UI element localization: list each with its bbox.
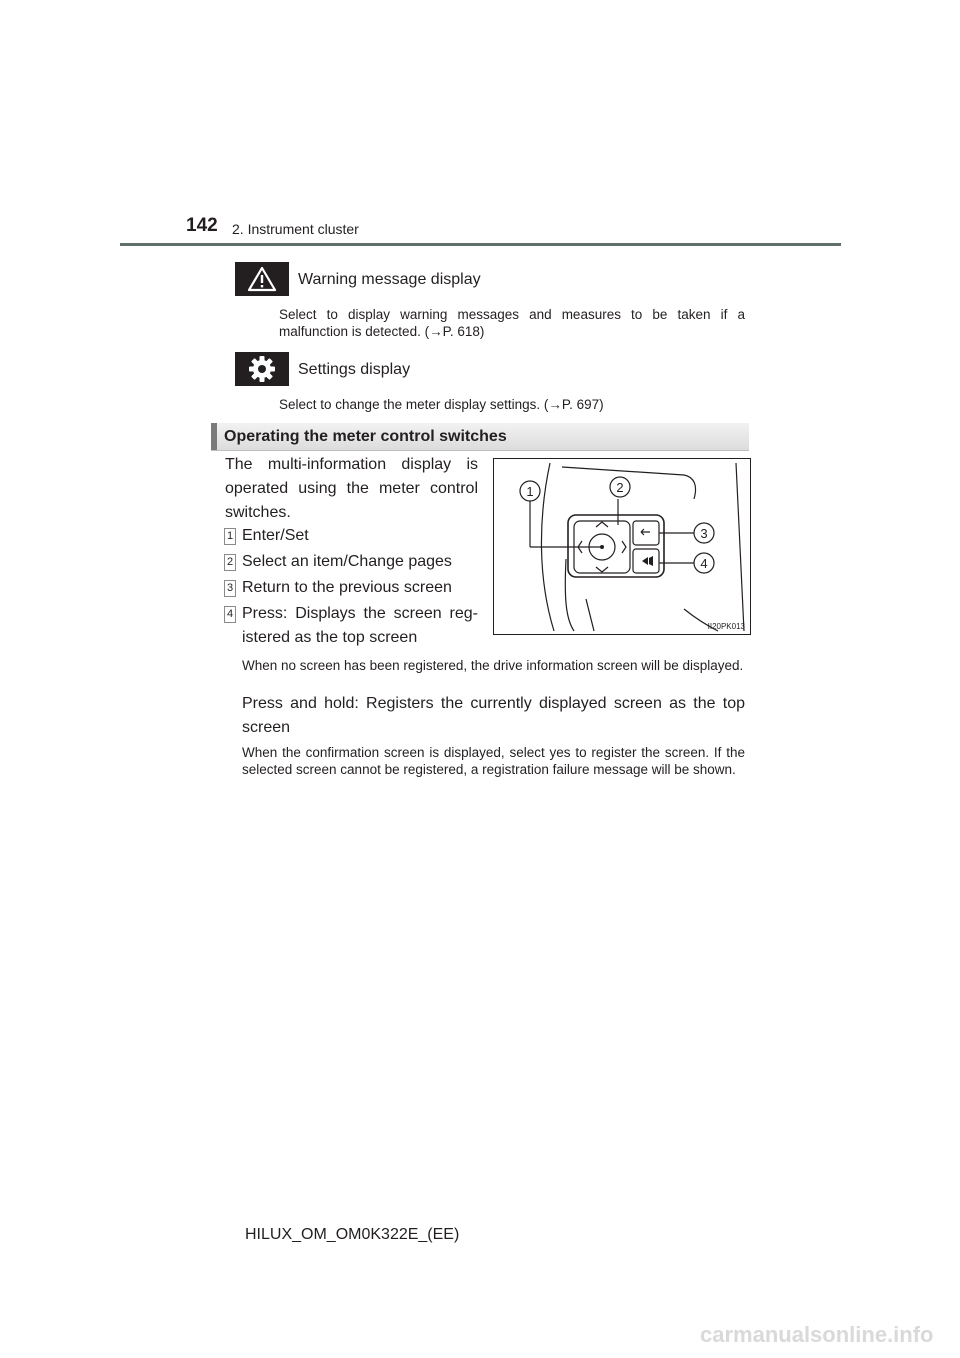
warning-triangle-icon: [235, 262, 289, 296]
note-confirmation: When the confirmation screen is displayed, select yes to register the screen. If the selected screen cannot be registered, a registration failure message will be shown.: [242, 745, 745, 777]
gear-icon: [235, 352, 289, 386]
list-item-enter-set: Enter/Set: [242, 527, 309, 544]
chapter-title: 2. Instrument cluster: [232, 221, 359, 237]
list-item-press: Press: Displays the screen reg-istered as the top screen: [242, 605, 478, 646]
warning-message-text: Select to display warning messages and measures to be taken if a malfunction is detected. (→P. 618): [279, 307, 745, 339]
list-number-2: 2: [224, 554, 236, 571]
watermark: carmanualsonline.info: [700, 1322, 934, 1347]
figure-code: II20PK013: [707, 622, 745, 631]
settings-display-text: Select to change the meter display settings. (→P. 697): [279, 397, 604, 412]
list-item-select-item: Select an item/Change pages: [242, 553, 452, 570]
section-intro: The multi-information display is operated using the meter control switches.: [225, 456, 478, 521]
list-number-3: 3: [224, 580, 236, 597]
list-number-4: 4: [224, 606, 236, 623]
warning-message-title: Warning message display: [298, 271, 481, 288]
section-heading-bar: [211, 423, 217, 450]
header-divider: [120, 243, 841, 246]
callout-2: 2: [616, 480, 624, 495]
settings-display-title: Settings display: [298, 361, 411, 378]
note-no-screen: When no screen has been registered, the drive information screen will be displayed.: [242, 658, 744, 673]
steering-switch-illustration: [494, 459, 750, 634]
section-heading: [211, 423, 749, 451]
press-and-hold-text: Press and hold: Registers the currently displayed screen as the top screen: [242, 695, 745, 736]
callout-3: 3: [700, 526, 708, 541]
list-item-return: Return to the previous screen: [242, 579, 452, 596]
meter-switch-figure: [493, 458, 751, 635]
section-heading-title: Operating the meter control switches: [224, 428, 507, 445]
callout-1: 1: [526, 484, 534, 499]
list-number-1: 1: [224, 528, 236, 545]
callout-4: 4: [700, 556, 708, 571]
page-number: 142: [186, 215, 218, 236]
footer-doc-code: HILUX_OM_OM0K322E_(EE): [245, 1226, 460, 1243]
